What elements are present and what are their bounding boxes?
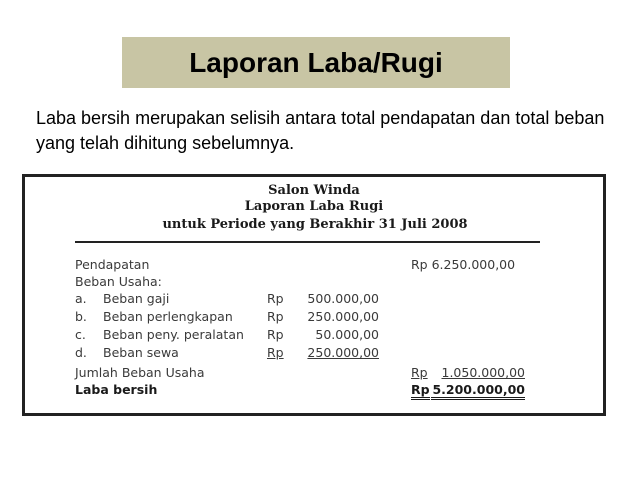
expense-amount: 250.000,00 <box>307 345 379 360</box>
header-divider <box>75 241 540 243</box>
expense-letter: c. <box>75 327 86 342</box>
net-income-label: Laba bersih <box>75 382 158 397</box>
net-income-currency: Rp <box>411 382 430 400</box>
expense-letter: d. <box>75 345 87 360</box>
expense-letter: b. <box>75 309 87 324</box>
revenue-label: Pendapatan <box>75 257 150 272</box>
expense-label: Beban peny. peralatan <box>103 327 244 342</box>
expense-currency: Rp <box>267 345 284 360</box>
expense-label: Beban sewa <box>103 345 179 360</box>
total-expenses-label: Jumlah Beban Usaha <box>75 365 205 380</box>
expense-currency: Rp <box>267 291 284 306</box>
expense-amount: 250.000,00 <box>307 309 379 324</box>
company-name: Salon Winda <box>268 183 360 198</box>
expense-letter: a. <box>75 291 87 306</box>
expense-amount: 500.000,00 <box>307 291 379 306</box>
report-period: untuk Periode yang Berakhir 31 Juli 2008 <box>162 217 468 232</box>
report-name: Laporan Laba Rugi <box>244 199 384 214</box>
revenue-value: Rp 6.250.000,00 <box>411 257 516 272</box>
total-expenses-currency: Rp <box>411 365 428 380</box>
income-statement <box>22 174 606 416</box>
expense-label: Beban perlengkapan <box>103 309 233 324</box>
expense-label: Beban gaji <box>103 291 170 306</box>
expenses-label: Beban Usaha: <box>75 274 162 289</box>
expense-amount: 50.000,00 <box>315 327 379 342</box>
expense-currency: Rp <box>267 309 284 324</box>
net-income-value: 5.200.000,00 <box>431 382 525 400</box>
expense-currency: Rp <box>267 327 284 342</box>
slide-description: Laba bersih merupakan selisih antara total pendapatan dan total beban yang telah dihitung sebelumnya. <box>36 108 605 153</box>
slide-title: Laporan Laba/Rugi <box>122 37 510 88</box>
total-expenses-value: 1.050.000,00 <box>441 365 525 380</box>
